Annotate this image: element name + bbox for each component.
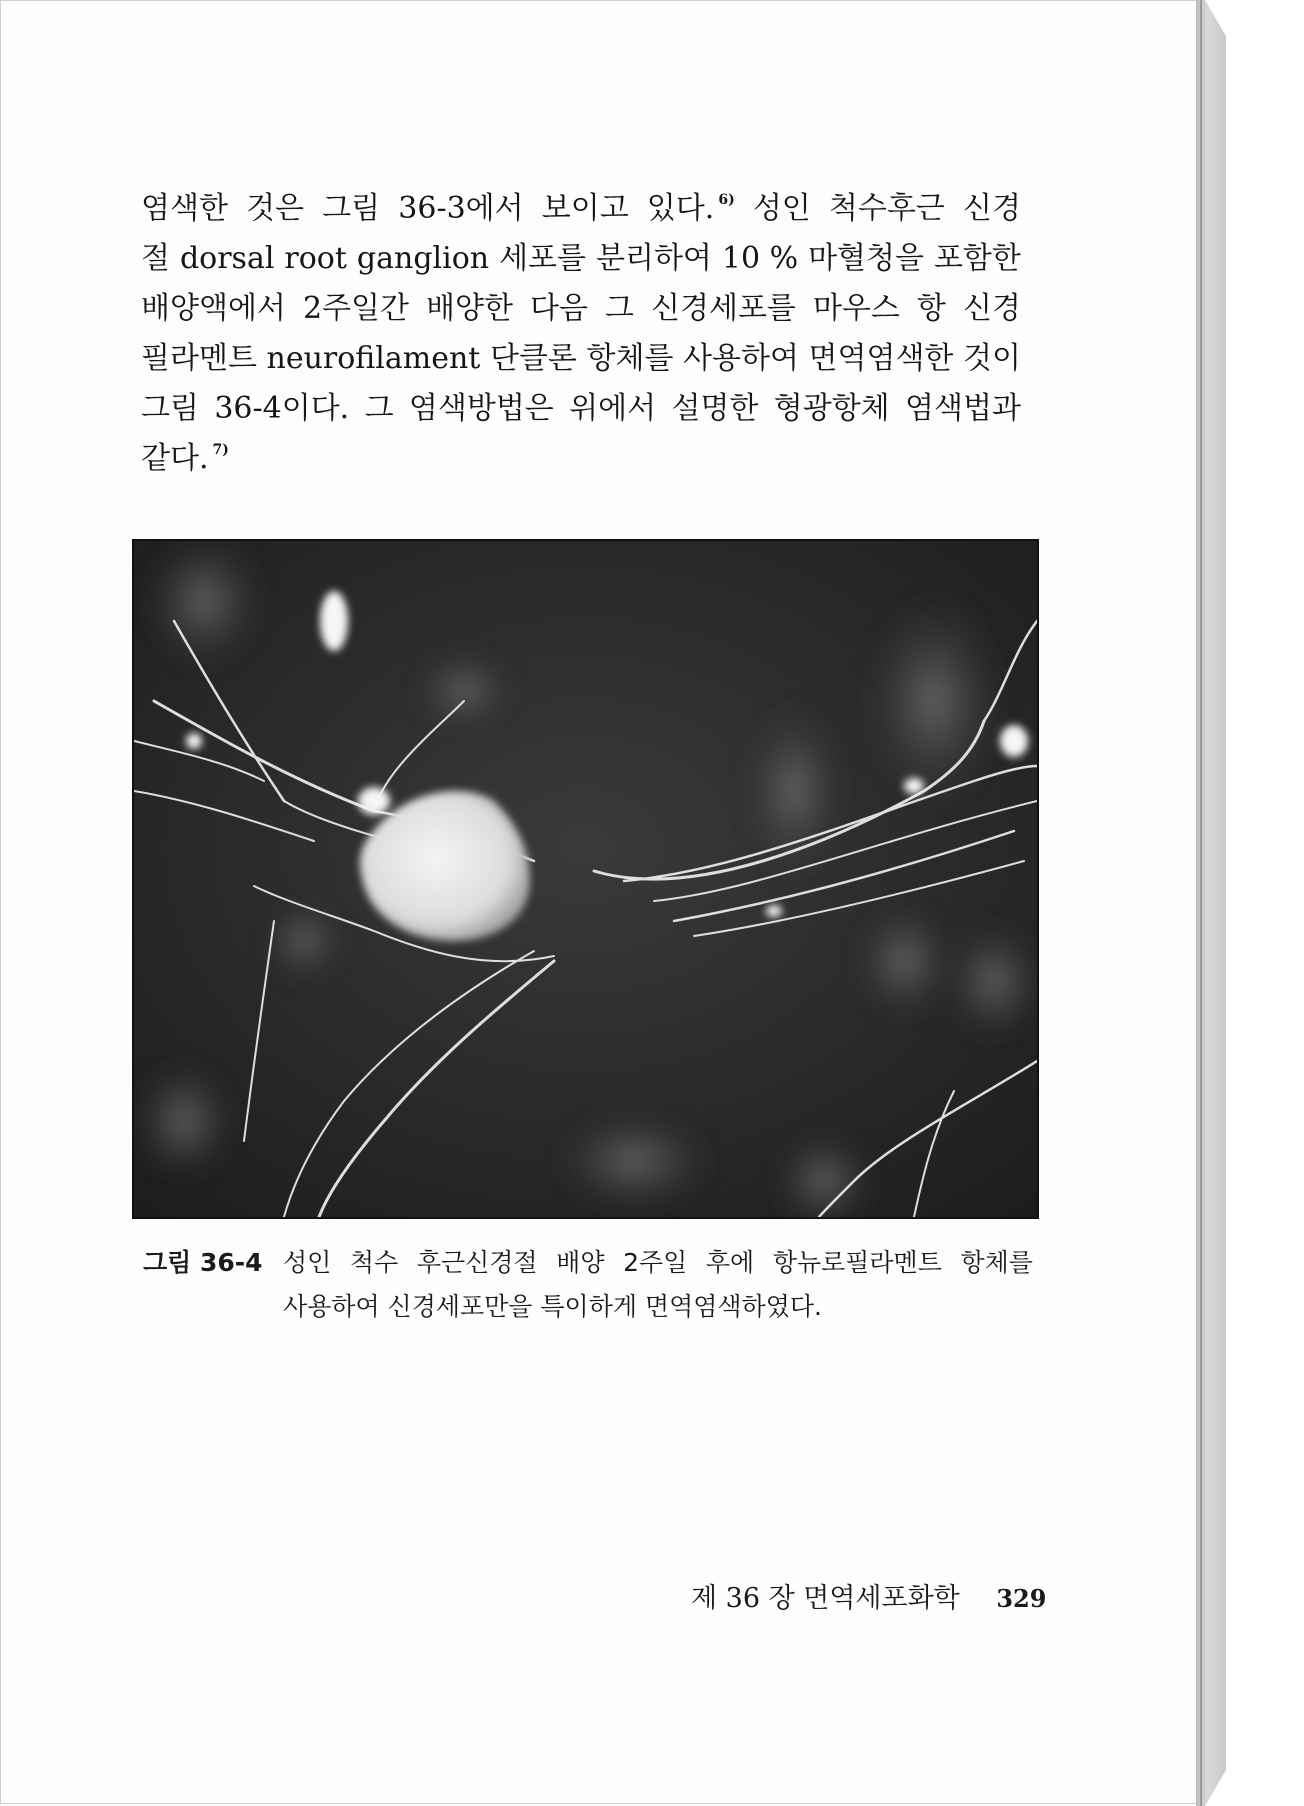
word: 그 (364, 391, 394, 426)
figure-caption (143, 1243, 1033, 1331)
caption-word: 척수 (349, 1248, 399, 1277)
caption-word: 배양 (556, 1248, 605, 1277)
caption-word: 2주일 (623, 1248, 688, 1277)
word: ganglion (356, 241, 490, 276)
caption-word: 항뉴로필라멘트 (772, 1248, 942, 1277)
word: 설명한 (671, 391, 759, 426)
caption-word: 후에 (705, 1248, 755, 1277)
word: 10 % (721, 241, 799, 276)
word: 항체를 (586, 341, 674, 376)
word: 보이고 (541, 191, 629, 226)
word: 것이 (963, 341, 1021, 376)
micrograph-image (134, 541, 1037, 1217)
word: 다음 (529, 291, 588, 326)
neuron-micrograph (132, 539, 1039, 1219)
caption-text (283, 1243, 1033, 1279)
text-line-2 (141, 233, 1021, 283)
text-line-3 (141, 283, 1021, 333)
word: 분리하여 (595, 241, 712, 276)
word: 신경세포를 (651, 291, 796, 326)
word: 같다. (141, 441, 209, 476)
reference-marker: 6) (718, 192, 735, 208)
word: 포함한 (933, 241, 1021, 276)
word: 염색방법은 (408, 391, 554, 426)
word: 배양액에서 (141, 291, 286, 326)
word: 36-4이다. (214, 391, 350, 426)
word: 절 (141, 241, 170, 276)
page-edge-line (1200, 0, 1202, 1806)
body-paragraph (141, 183, 1021, 483)
word: 사용하여 (683, 341, 799, 376)
text-line-1 (141, 183, 1021, 233)
word: 염색한 (141, 191, 228, 226)
word: 필라멘트 (141, 341, 257, 376)
word: 그림 (322, 191, 381, 226)
word: 성인 (752, 191, 811, 226)
caption-word: 성인 (283, 1248, 332, 1277)
word: 척수후근 (828, 191, 945, 226)
text-line-6 (141, 433, 1021, 483)
word: 그림 (141, 391, 199, 426)
word: 마우스 (812, 291, 900, 326)
word: neurofilament (266, 341, 481, 376)
word: 염색법과 (905, 391, 1021, 426)
running-footer (691, 1576, 1046, 1615)
chapter-title: 제 36 장 면역세포화학 (691, 1583, 960, 1614)
text-line-4 (141, 333, 1021, 383)
word: 위에서 (569, 391, 657, 426)
word: 세포를 (499, 241, 587, 276)
word: 2주일간 (302, 291, 409, 326)
caption-word: 항체를 (960, 1248, 1033, 1277)
text-line-5 (141, 383, 1021, 433)
reference-marker: 7) (212, 442, 229, 458)
word: 항 (916, 291, 946, 326)
figure-label: 그림 36-4 (143, 1248, 263, 1277)
word: 형광항체 (773, 391, 890, 426)
word: 있다. (646, 191, 715, 226)
word: 신경 (962, 291, 1021, 326)
word: 36-3에서 (398, 191, 524, 226)
word: 그 (604, 291, 634, 326)
word: 단클론 (489, 341, 577, 376)
caption-word: 후근신경절 (416, 1248, 538, 1277)
caption-row-2: 사용하여 신경세포만을 특이하게 면역염색하였다. (283, 1292, 822, 1321)
page-number: 329 (996, 1584, 1047, 1613)
word: dorsal (179, 241, 275, 276)
word: 면역염색한 (808, 341, 954, 376)
word-with-ref (141, 433, 229, 477)
word: 것은 (246, 191, 305, 226)
caption-row-1 (143, 1243, 1033, 1287)
word-with-ref (647, 183, 735, 227)
word: 마혈청을 (808, 241, 924, 276)
word: root (284, 241, 347, 276)
word: 신경 (962, 191, 1021, 226)
word: 배양한 (426, 291, 513, 326)
